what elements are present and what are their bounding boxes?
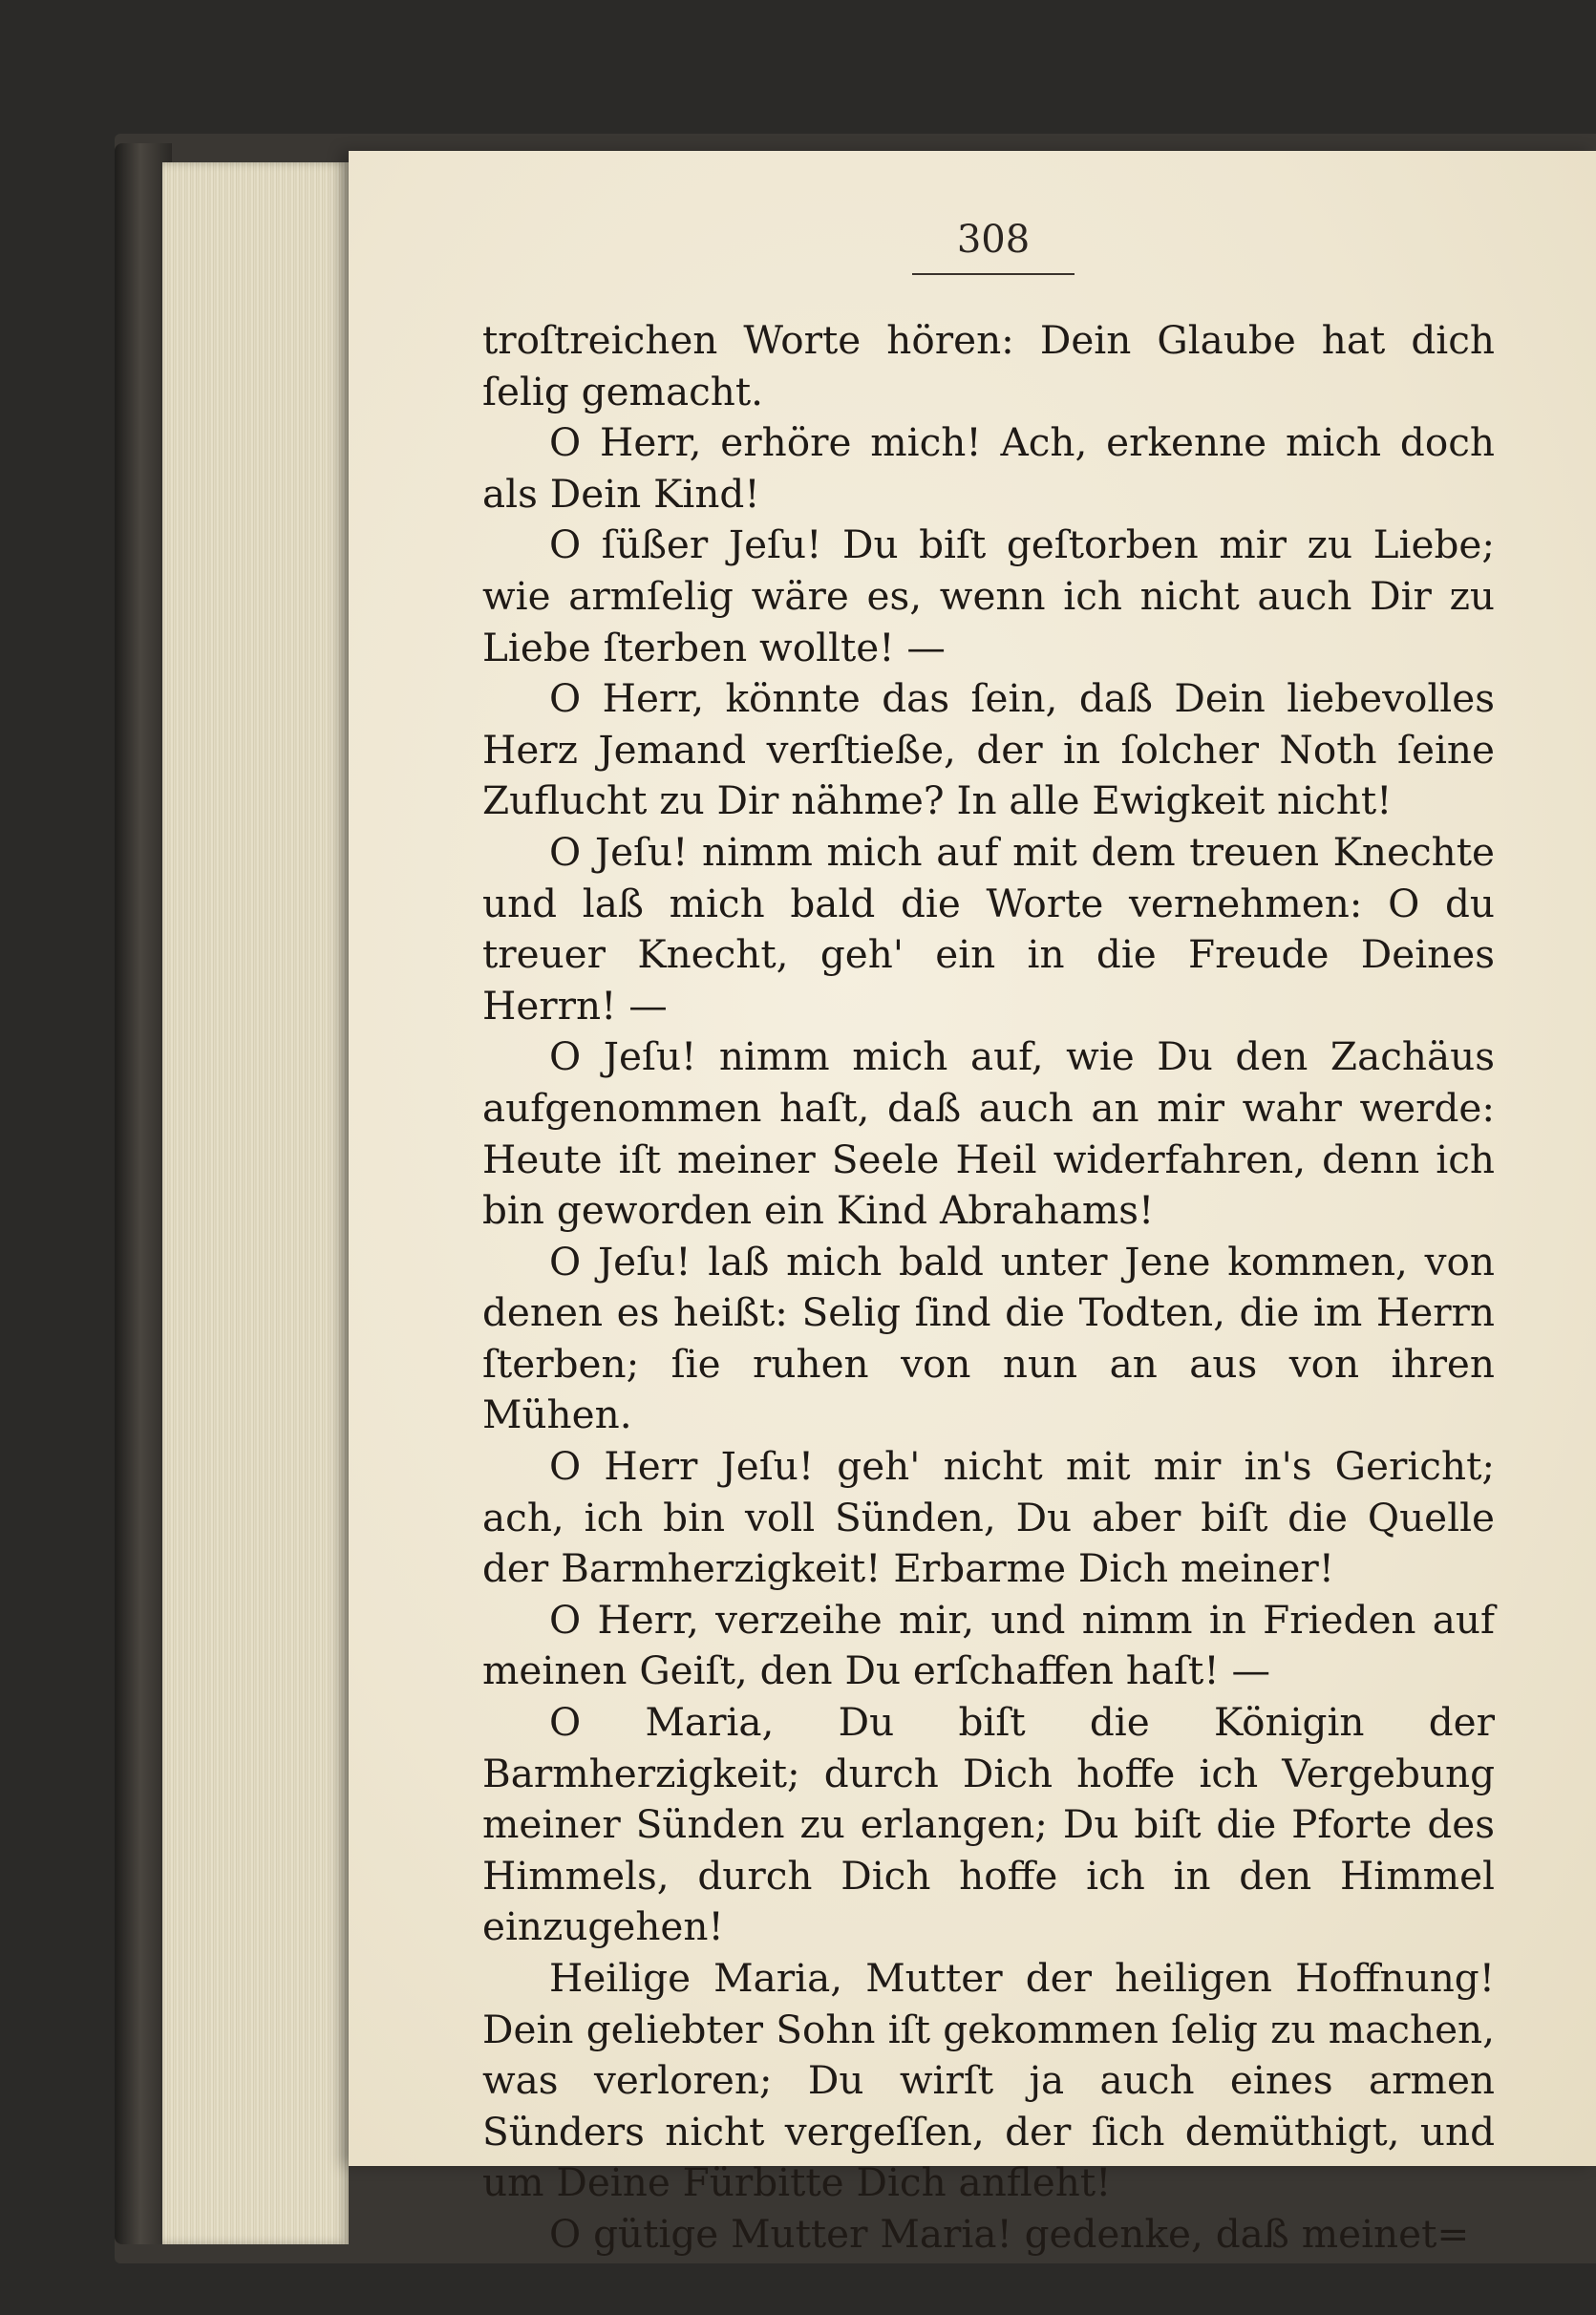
paragraph: O Herr Jeſu! geh' nicht mit mir in's Gericht; ach, ich bin voll Sünden, Du aber biſt die Quelle der Barmherzigkeit! Erbarme Dich meiner! bbox=[482, 1443, 1495, 1592]
page-text bbox=[482, 315, 1495, 2261]
paragraph: troſtreichen Worte hören: Dein Glaube hat dich ſelig gemacht. bbox=[482, 317, 1495, 414]
paragraph: O Jeſu! laß mich bald unter Jene kommen, von denen es heißt: Selig ſind die Todten, die im Herrn ſterben; ſie ruhen von nun an aus von ihren Mühen. bbox=[482, 1238, 1495, 1438]
paragraph: O gütige Mutter Maria! gedenke, daß meinet= bbox=[549, 2210, 1470, 2257]
paragraph: O Herr, könnte das ſein, daß Dein liebevolles Herz Jemand verſtieße, der in ſolcher Noth ſeine Zuflucht zu Dir nähme? In alle Ewigkeit nicht! bbox=[482, 675, 1495, 824]
paragraph: O ſüßer Jeſu! Du biſt geſtorben mir zu Liebe; wie armſelig wäre es, wenn ich nicht auch Dir zu Liebe ſterben wollte! — bbox=[482, 521, 1495, 670]
paragraph: O Jeſu! nimm mich auf, wie Du den Zachäus aufgenommen haſt, daß auch an mir wahr werde: Heute iſt meiner Seele Heil widerfahren, denn ich bin geworden ein Kind Abrahams! bbox=[482, 1033, 1495, 1234]
page-number: 308 bbox=[956, 218, 1031, 262]
page-number-rule bbox=[912, 273, 1075, 275]
paragraph: O Maria, Du biſt die Königin der Barmherzigkeit; durch Dich hoffe ich Vergebung meiner Sünden zu erlangen; Du biſt die Pforte des Himmels, durch Dich hoffe ich in den Himmel einzugehen! bbox=[482, 1699, 1495, 1950]
paragraph: Heilige Maria, Mutter der heiligen Hoffnung! Dein geliebter Sohn iſt gekommen ſelig zu machen, was verloren; Du wirſt ja auch eines armen Sünders nicht vergeſſen, der ſich demüthigt, und um Deine Fürbitte Dich anfleht! bbox=[482, 1955, 1495, 2206]
paragraph: O Herr, verzeihe mir, und nimm in Frieden auf meinen Geiſt, den Du erſchaffen haſt! — bbox=[482, 1596, 1495, 1694]
paragraph: O Jeſu! nimm mich auf mit dem treuen Knechte und laß mich bald die Worte vernehmen: O du treuer Knecht, geh' ein in die Freude Deines Herrn! — bbox=[482, 828, 1495, 1029]
page-stack-edge bbox=[162, 162, 349, 2244]
paragraph: O Herr, erhöre mich! Ach, erkenne mich doch als Dein Kind! bbox=[482, 419, 1495, 517]
